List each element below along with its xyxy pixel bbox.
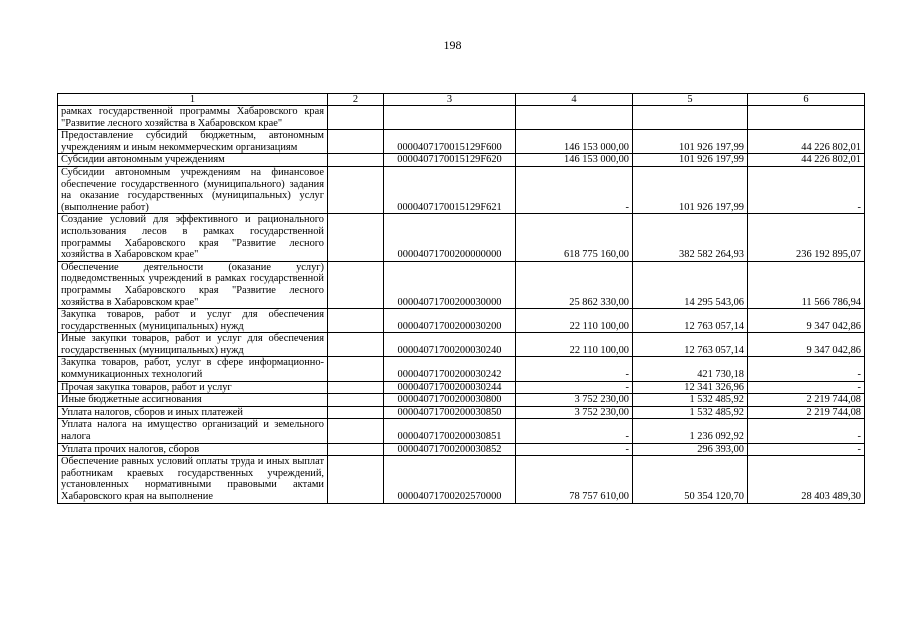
row-col2-cell: [328, 106, 384, 130]
row-code-cell: 0000407170015129F621: [384, 166, 516, 213]
row-value-5-cell: 14 295 543,06: [633, 261, 748, 308]
row-value-6-cell: 2 219 744,08: [748, 406, 865, 419]
row-name-cell: Уплата прочих налогов, сборов: [58, 443, 328, 456]
row-value-6-cell: -: [748, 419, 865, 443]
row-value-4-cell: -: [516, 443, 633, 456]
row-value-4-cell: -: [516, 166, 633, 213]
row-value-6-cell: -: [748, 357, 865, 381]
column-header-4: 4: [516, 94, 633, 106]
row-value-6-cell: -: [748, 443, 865, 456]
row-value-4-cell: -: [516, 419, 633, 443]
row-col2-cell: [328, 130, 384, 154]
row-name-cell: рамках государственной программы Хабаровского края "Развитие лесного хозяйства в Хабаровском крае": [58, 106, 328, 130]
row-value-4-cell: 22 110 100,00: [516, 333, 633, 357]
row-value-6-cell: -: [748, 166, 865, 213]
row-col2-cell: [328, 419, 384, 443]
row-value-4-cell: 146 153 000,00: [516, 154, 633, 167]
table-row: [58, 166, 865, 213]
row-value-5-cell: 50 354 120,70: [633, 456, 748, 503]
row-code-cell: 00004071700200030242: [384, 357, 516, 381]
row-name-cell: Иные бюджетные ассигнования: [58, 394, 328, 407]
row-col2-cell: [328, 394, 384, 407]
table-row: [58, 406, 865, 419]
row-name-cell: Обеспечение равных условий оплаты труда и иных выплат работникам краевых государственных учреждений, установленных нормативными правовыми актами Хабаровского края на выполнение: [58, 456, 328, 503]
table-row: [58, 154, 865, 167]
row-value-5-cell: 1 532 485,92: [633, 394, 748, 407]
row-col2-cell: [328, 333, 384, 357]
row-value-5-cell: 421 730,18: [633, 357, 748, 381]
table-row: [58, 130, 865, 154]
row-value-5-cell: 101 926 197,99: [633, 166, 748, 213]
row-col2-cell: [328, 261, 384, 308]
row-value-5-cell: 296 393,00: [633, 443, 748, 456]
table-row: [58, 456, 865, 503]
table-header: [58, 94, 865, 106]
table-row: [58, 381, 865, 394]
table-row: [58, 261, 865, 308]
row-value-6-cell: 11 566 786,94: [748, 261, 865, 308]
row-value-6-cell: 44 226 802,01: [748, 130, 865, 154]
row-col2-cell: [328, 406, 384, 419]
row-name-cell: Иные закупки товаров, работ и услуг для обеспечения государственных (муниципальных) нужд: [58, 333, 328, 357]
row-value-6-cell: -: [748, 381, 865, 394]
row-value-4-cell: -: [516, 357, 633, 381]
row-value-4-cell: 3 752 230,00: [516, 406, 633, 419]
row-code-cell: 0000407170015129F620: [384, 154, 516, 167]
row-name-cell: Прочая закупка товаров, работ и услуг: [58, 381, 328, 394]
row-col2-cell: [328, 456, 384, 503]
row-name-cell: Субсидии автономным учреждениям на финансовое обеспечение государственного (муниципального) задания на оказание государственных (муниципальных) услуг (выполнение работ): [58, 166, 328, 213]
row-col2-cell: [328, 381, 384, 394]
row-code-cell: 00004071700200030850: [384, 406, 516, 419]
row-value-5-cell: 12 341 326,96: [633, 381, 748, 394]
table-row: [58, 357, 865, 381]
row-name-cell: Субсидии автономным учреждениям: [58, 154, 328, 167]
row-col2-cell: [328, 309, 384, 333]
row-value-4-cell: -: [516, 381, 633, 394]
row-value-5-cell: 101 926 197,99: [633, 130, 748, 154]
row-value-5-cell: 1 236 092,92: [633, 419, 748, 443]
row-value-5-cell: 12 763 057,14: [633, 309, 748, 333]
page-number: 198: [443, 38, 462, 52]
row-code-cell: 00004071700200030800: [384, 394, 516, 407]
column-header-1: 1: [58, 94, 328, 106]
table-row: [58, 106, 865, 130]
row-value-6-cell: 9 347 042,86: [748, 309, 865, 333]
table-row: [58, 214, 865, 261]
row-code-cell: 00004071700200030851: [384, 419, 516, 443]
row-code-cell: 00004071700200030200: [384, 309, 516, 333]
row-value-4-cell: 25 862 330,00: [516, 261, 633, 308]
column-header-6: 6: [748, 94, 865, 106]
row-value-6-cell: 9 347 042,86: [748, 333, 865, 357]
row-code-cell: 00004071700200030852: [384, 443, 516, 456]
row-value-6-cell: 236 192 895,07: [748, 214, 865, 261]
row-code-cell: 00004071700200030244: [384, 381, 516, 394]
row-value-6-cell: 28 403 489,30: [748, 456, 865, 503]
row-name-cell: Создание условий для эффективного и рационального использования лесов в рамках государственной программы Хабаровского края "Развитие лесного хозяйства в Хабаровском крае": [58, 214, 328, 261]
row-code-cell: 0000407170015129F600: [384, 130, 516, 154]
row-name-cell: Уплата налогов, сборов и иных платежей: [58, 406, 328, 419]
row-value-6-cell: [748, 106, 865, 130]
row-col2-cell: [328, 154, 384, 167]
row-value-5-cell: 101 926 197,99: [633, 154, 748, 167]
row-value-4-cell: 146 153 000,00: [516, 130, 633, 154]
row-name-cell: Закупка товаров, работ и услуг для обеспечения государственных (муниципальных) нужд: [58, 309, 328, 333]
row-value-5-cell: [633, 106, 748, 130]
row-value-4-cell: 618 775 160,00: [516, 214, 633, 261]
row-value-6-cell: 2 219 744,08: [748, 394, 865, 407]
row-name-cell: Уплата налога на имущество организаций и земельного налога: [58, 419, 328, 443]
table-row: [58, 394, 865, 407]
row-code-cell: 00004071700200000000: [384, 214, 516, 261]
row-value-5-cell: 12 763 057,14: [633, 333, 748, 357]
row-value-4-cell: [516, 106, 633, 130]
row-col2-cell: [328, 214, 384, 261]
row-col2-cell: [328, 443, 384, 456]
row-value-4-cell: 3 752 230,00: [516, 394, 633, 407]
row-value-6-cell: 44 226 802,01: [748, 154, 865, 167]
report-table: [57, 93, 865, 504]
row-name-cell: Обеспечение деятельности (оказание услуг) подведомственных учреждений в рамках государственной программы Хабаровского края "Развитие лесного хозяйства в Хабаровском крае": [58, 261, 328, 308]
row-code-cell: 00004071700200030240: [384, 333, 516, 357]
table-row: [58, 333, 865, 357]
table-row: [58, 309, 865, 333]
row-name-cell: Закупка товаров, работ, услуг в сфере информационно-коммуникационных технологий: [58, 357, 328, 381]
table-row: [58, 443, 865, 456]
row-value-5-cell: 382 582 264,93: [633, 214, 748, 261]
table-row: [58, 419, 865, 443]
column-header-3: 3: [384, 94, 516, 106]
row-code-cell: [384, 106, 516, 130]
column-header-5: 5: [633, 94, 748, 106]
row-col2-cell: [328, 357, 384, 381]
row-code-cell: 00004071700202570000: [384, 456, 516, 503]
row-value-5-cell: 1 532 485,92: [633, 406, 748, 419]
row-value-4-cell: 22 110 100,00: [516, 309, 633, 333]
header-row: [58, 94, 865, 106]
row-name-cell: Предоставление субсидий бюджетным, автономным учреждениям и иным некоммерческим организациям: [58, 130, 328, 154]
table-body: [58, 106, 865, 504]
row-code-cell: 00004071700200030000: [384, 261, 516, 308]
column-header-2: 2: [328, 94, 384, 106]
row-col2-cell: [328, 166, 384, 213]
row-value-4-cell: 78 757 610,00: [516, 456, 633, 503]
